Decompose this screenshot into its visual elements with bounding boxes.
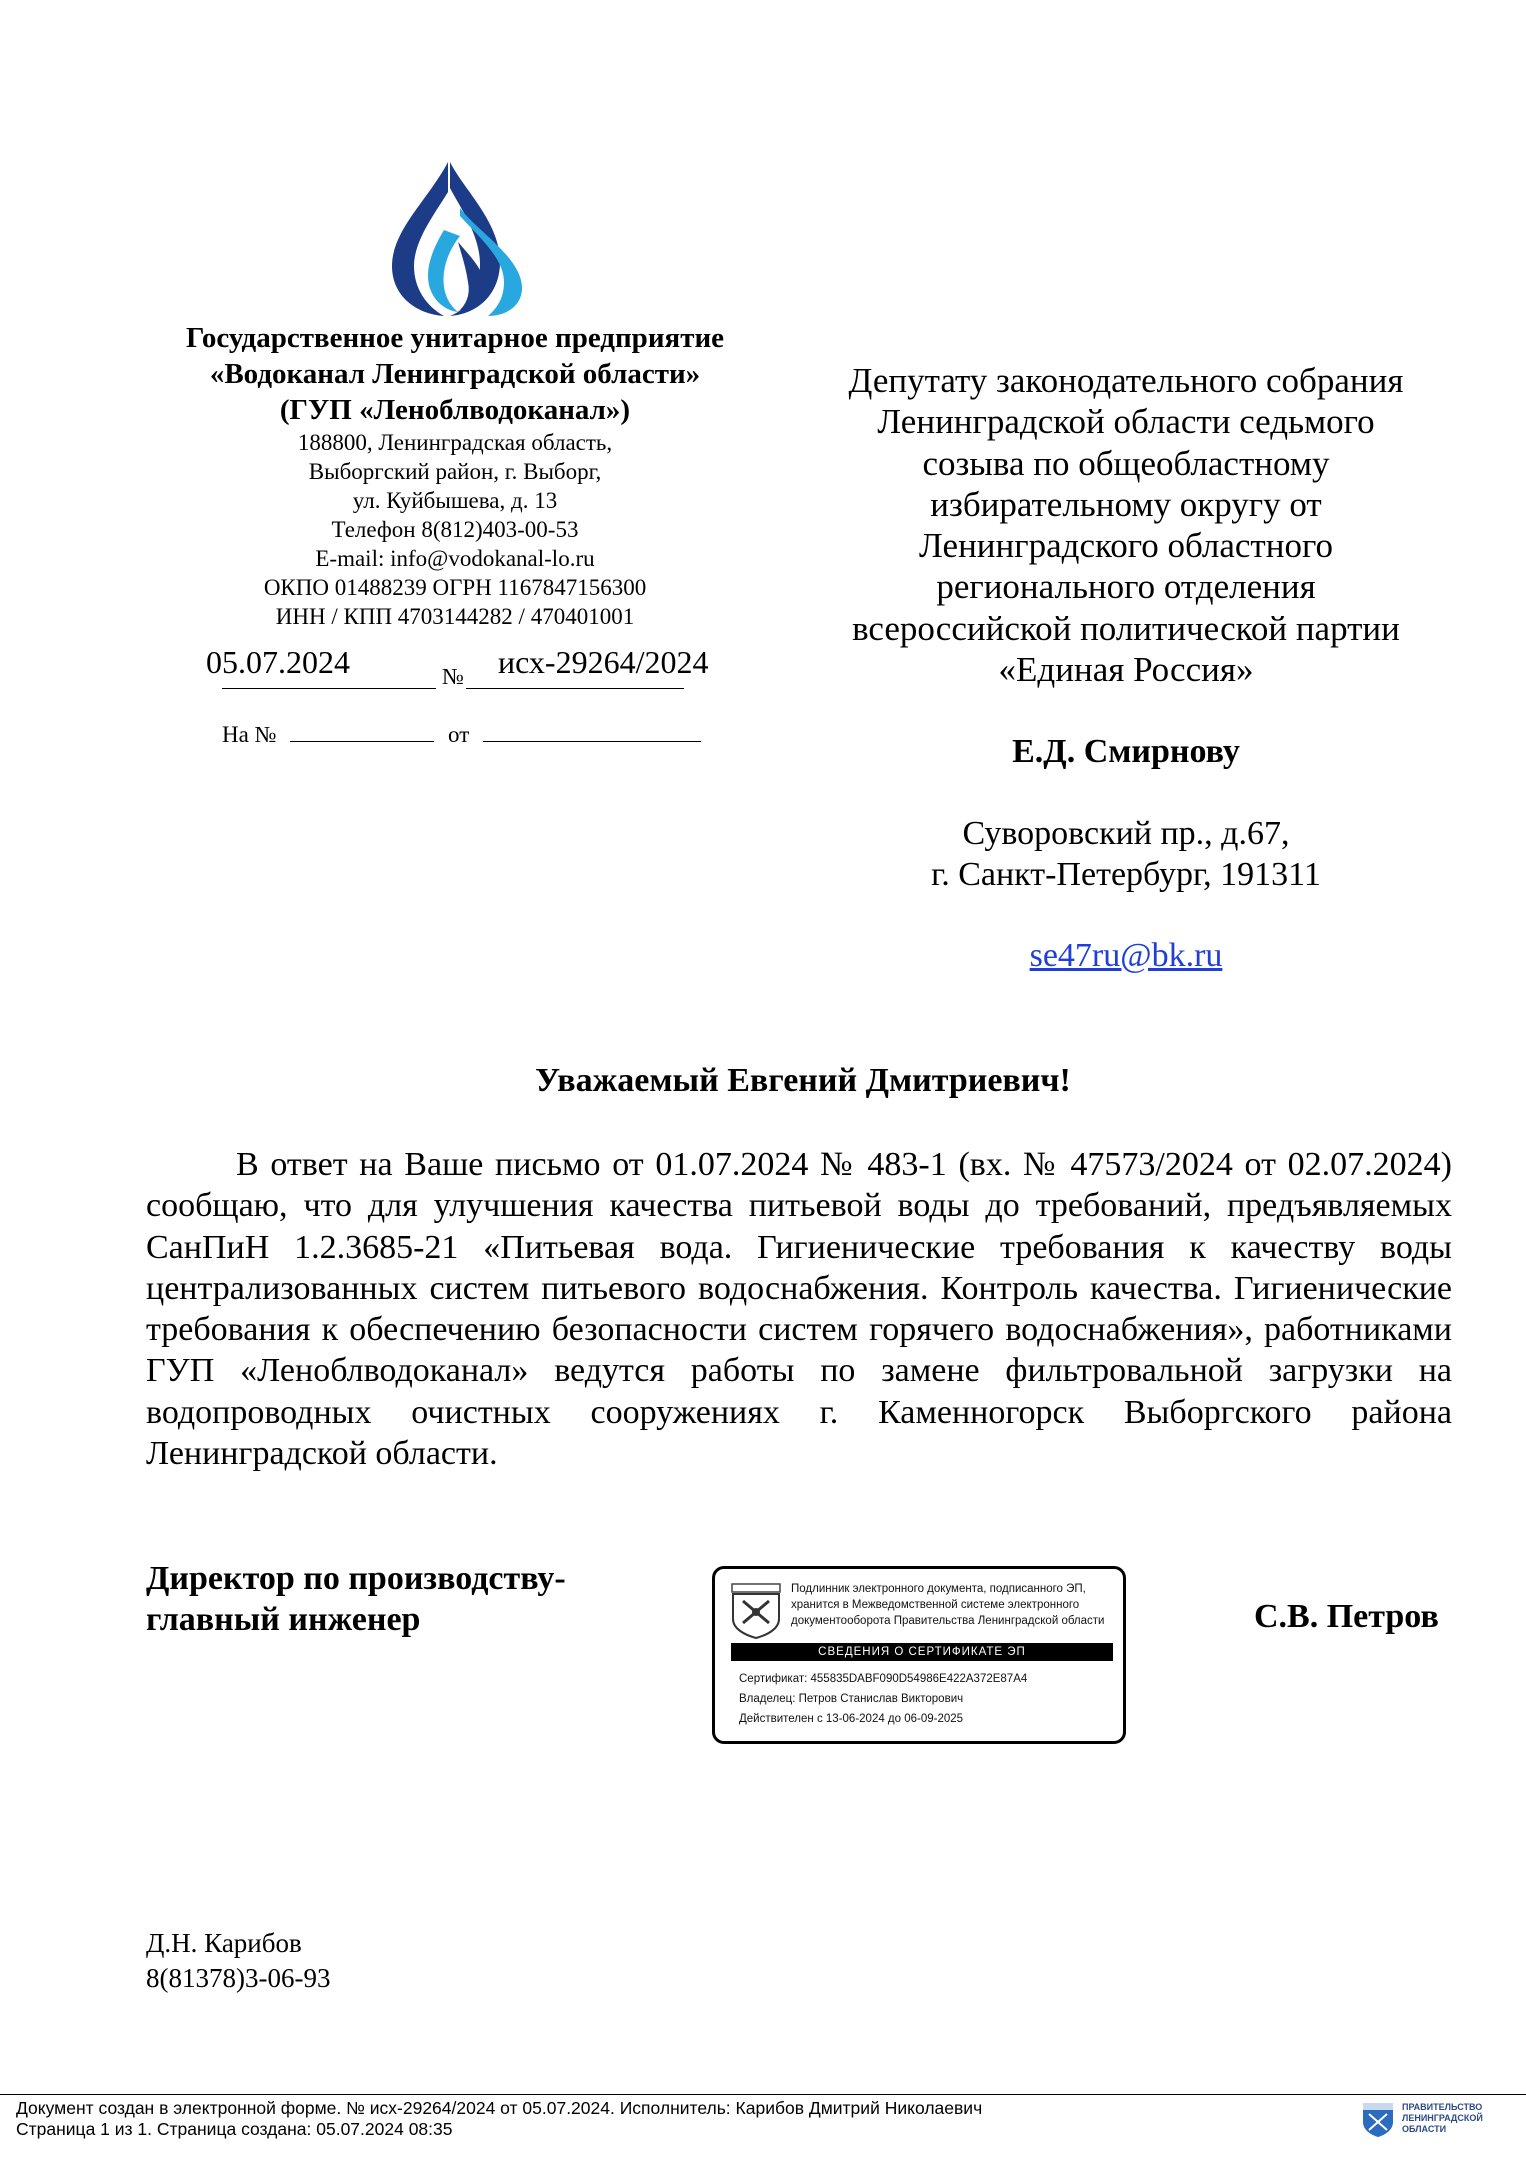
addressee-line: Ленинградской области седьмого xyxy=(877,402,1375,442)
reply-number-blank xyxy=(290,741,434,742)
signatory-title xyxy=(146,1558,566,1640)
stamp-text-line: Подлинник электронного документа, подписанного ЭП, xyxy=(791,1583,1086,1595)
reply-reference xyxy=(222,722,701,748)
executor-phone: 8(81378)3-06-93 xyxy=(146,1963,331,1993)
certificate-owner: Владелец: Петров Станислав Викторович xyxy=(739,1693,964,1705)
letter-body xyxy=(146,1144,1452,1474)
org-email: E-mail: info@vodokanal-lo.ru xyxy=(315,546,595,571)
certificate-details xyxy=(739,1669,1027,1729)
e-signature-stamp xyxy=(712,1566,1126,1744)
signatory-name: С.В. Петров xyxy=(1254,1598,1439,1635)
addressee-email xyxy=(806,937,1446,975)
addressee-city: г. Санкт-Петербург, 191311 xyxy=(931,856,1321,893)
stamp-text-line: документооборота Правительства Ленинградской области xyxy=(791,1615,1105,1627)
signatory-title-line2: главный инженер xyxy=(146,1601,421,1638)
certificate-number: Сертификат: 455835DABF090D54986E422A372E87A4 xyxy=(739,1673,1028,1685)
number-sign: № xyxy=(442,664,464,689)
stamp-text-line: хранится в Межведомственной системе электронного xyxy=(791,1599,1080,1611)
number-underline xyxy=(466,688,684,689)
addressee-line: всероссийской политической партии xyxy=(852,608,1400,648)
water-drop-logo-icon xyxy=(388,160,526,316)
addressee-address xyxy=(806,813,1446,895)
org-phone: Телефон 8(812)403-00-53 xyxy=(331,517,579,542)
government-name xyxy=(1402,2102,1483,2135)
footer-line2: Страница 1 из 1. Страница создана: 05.07.2024 08:35 xyxy=(16,2119,453,2139)
org-address-line: Выборгский район, г. Выборг, xyxy=(308,459,602,484)
coat-of-arms-icon xyxy=(731,1583,781,1639)
org-name-line3: (ГУП «Леноблводоканал») xyxy=(279,394,631,426)
addressee-name: Е.Д. Смирнову xyxy=(1012,733,1240,770)
certificate-header: СВЕДЕНИЯ О СЕРТИФИКАТЕ ЭП xyxy=(731,1643,1113,1661)
footer-divider xyxy=(0,2094,1526,2095)
gov-line2: ЛЕНИНГРАДСКОЙ xyxy=(1402,2113,1483,2123)
gov-line1: ПРАВИТЕЛЬСТВО xyxy=(1402,2102,1483,2112)
org-okpo-ogrn: ОКПО 01488239 ОГРН 1167847156300 xyxy=(263,575,647,600)
greeting: Уважаемый Евгений Дмитриевич! xyxy=(535,1062,1071,1099)
reply-date-blank xyxy=(483,741,701,742)
footer-line1: Документ создан в электронной форме. № исх-29264/2024 от 05.07.2024. Исполнитель: Карибов Дмитрий Николаевич xyxy=(16,2098,983,2118)
org-address-line: 188800, Ленинградская область, xyxy=(297,430,613,455)
addressee-line: Ленинградского областного xyxy=(919,526,1333,566)
body-paragraph: В ответ на Ваше письмо от 01.07.2024 № 483-1 (вх. № 47573/2024 от 02.07.2024) сообщаю, что для улучшения качества питьевой воды до требований, предъявляемых СанПиН 1.2.3685-21 «Питьевая вода. Гигиенические требования к качеству воды централизованных систем питьевого водоснабжения. Контроль качества. Гигиенические требования к обеспечению безопасности систем горячего водоснабжения», работниками ГУП «Леноблводоканал» ведутся работы по замене фильтровальной загрузки на водопроводных очистных сооружениях г. Каменногорск Выборгского района Ленинградской области. xyxy=(146,1146,1452,1473)
document-footer xyxy=(16,2098,982,2140)
addressee-street: Суворовский пр., д.67, xyxy=(962,815,1290,852)
addressee-line: регионального отделения xyxy=(936,567,1316,607)
executor-info xyxy=(146,1926,330,1996)
outgoing-number: исх-29264/2024 xyxy=(498,644,709,680)
addressee-email-link[interactable]: se47ru@bk.ru xyxy=(1029,937,1223,974)
org-address-line: ул. Куйбышева, д. 13 xyxy=(352,488,558,513)
reply-number-label: На № xyxy=(222,722,277,747)
org-name-line1: Государственное унитарное предприятие xyxy=(185,322,725,354)
outgoing-date: 05.07.2024 xyxy=(206,644,350,680)
org-name-line2: «Водоканал Ленинградской области» xyxy=(209,358,701,390)
certificate-validity: Действителен с 13-06-2024 до 06-09-2025 xyxy=(739,1713,964,1725)
executor-name: Д.Н. Карибов xyxy=(146,1928,302,1958)
gov-line3: ОБЛАСТИ xyxy=(1402,2124,1447,2134)
org-inn-kpp: ИНН / КПП 4703144282 / 470401001 xyxy=(275,604,635,629)
regional-emblem-icon xyxy=(1362,2102,1394,2138)
addressee-block xyxy=(806,360,1446,690)
government-logo xyxy=(1362,2102,1512,2146)
signatory-title-line1: Директор по производству- xyxy=(146,1560,566,1597)
addressee-line: «Единая Россия» xyxy=(998,650,1254,690)
addressee-line: созыва по общеобластному xyxy=(922,443,1330,483)
reply-from-label: от xyxy=(448,722,470,747)
addressee-line: избирательному округу от xyxy=(930,484,1322,524)
addressee-line: Депутату законодательного собрания xyxy=(848,361,1404,400)
date-underline xyxy=(222,688,436,689)
stamp-description xyxy=(791,1581,1121,1629)
org-header xyxy=(110,320,800,631)
